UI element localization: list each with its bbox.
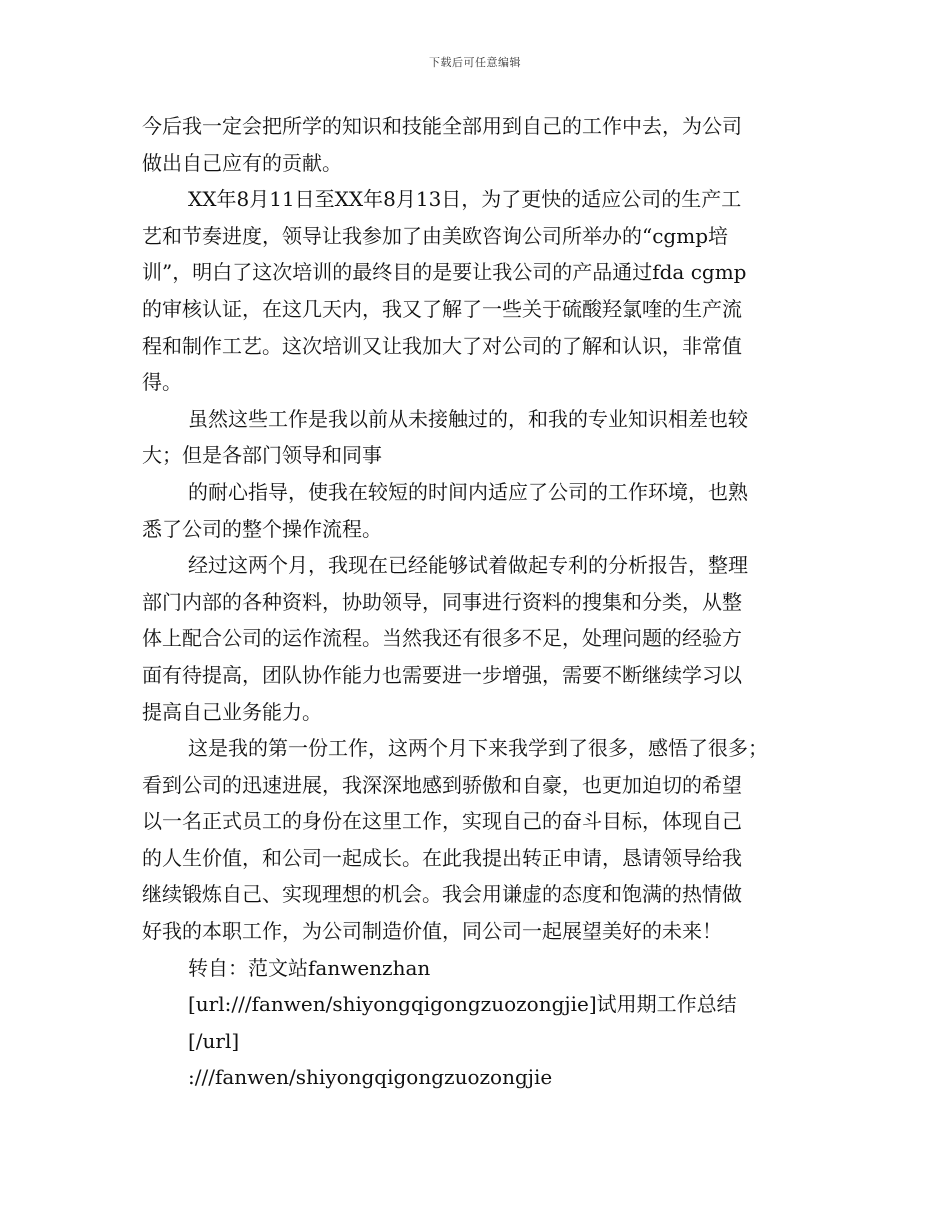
body-line: 面有待提高，团队协作能力也需要进一步增强，需要不断继续学习以 — [142, 662, 742, 687]
body-line: 体上配合公司的运作流程。当然我还有很多不足，处理问题的经验方 — [142, 626, 742, 651]
body-line: 训”，明白了这次培训的最终目的是要让我公司的产品通过fda cgmp — [142, 260, 747, 285]
page-header: 下载后可任意编辑 — [429, 56, 521, 69]
body-line: 大；但是各部门领导和同事 — [142, 443, 382, 468]
body-line: XX年8月11日至XX年8月13日，为了更快的适应公司的生产工 — [188, 187, 742, 212]
source-line: :///fanwen/shiyongqigongzuozongjie — [188, 1065, 553, 1090]
body-line: 看到公司的迅速进展，我深深地感到骄傲和自豪，也更加迫切的希望 — [142, 772, 742, 797]
body-line: 的耐心指导，使我在较短的时间内适应了公司的工作环境，也熟 — [188, 479, 748, 504]
body-line: 经过这两个月，我现在已经能够试着做起专利的分析报告，整理 — [188, 553, 748, 578]
body-line: 今后我一定会把所学的知识和技能全部用到自己的工作中去，为公司 — [142, 114, 742, 138]
body-line: 这是我的第一份工作，这两个月下来我学到了很多，感悟了很多； — [188, 736, 768, 761]
body-line: 程和制作工艺。这次培训又让我加大了对公司的了解和认识，非常值 — [142, 333, 742, 358]
body-line: 好我的本职工作，为公司制造价值，同公司一起展望美好的未来！ — [142, 919, 722, 944]
body-line: 虽然这些工作是我以前从未接触过的，和我的专业知识相差也较 — [188, 406, 748, 431]
source-line: [/url] — [188, 1028, 240, 1053]
body-line: 做出自己应有的贡献。 — [142, 150, 342, 175]
body-line: 得。 — [142, 370, 182, 395]
body-line: 以一名正式员工的身份在这里工作，实现自己的奋斗目标，体现自己 — [142, 809, 742, 834]
body-line: 部门内部的各种资料，协助领导，同事进行资料的搜集和分类，从整 — [142, 589, 742, 614]
source-line: 转自：范文站fanwenzhan — [188, 955, 431, 980]
body-line: 艺和节奏进度，领导让我参加了由美欧咨询公司所举办的“cgmp培 — [142, 223, 728, 248]
body-line: 提高自己业务能力。 — [142, 699, 322, 724]
body-line: 继续锻炼自己、实现理想的机会。我会用谦虚的态度和饱满的热情做 — [142, 882, 742, 907]
body-line: 的审核认证，在这几天内，我又了解了一些关于硫酸羟氯喹的生产流 — [142, 296, 742, 321]
body-line: 悉了公司的整个操作流程。 — [142, 516, 382, 541]
source-line: [url:///fanwen/shiyongqigongzuozongjie]试用期工作总结 — [188, 992, 737, 1017]
document-body — [142, 108, 818, 1096]
body-line: 的人生价值，和公司一起成长。在此我提出转正申请，恳请领导给我 — [142, 845, 742, 870]
